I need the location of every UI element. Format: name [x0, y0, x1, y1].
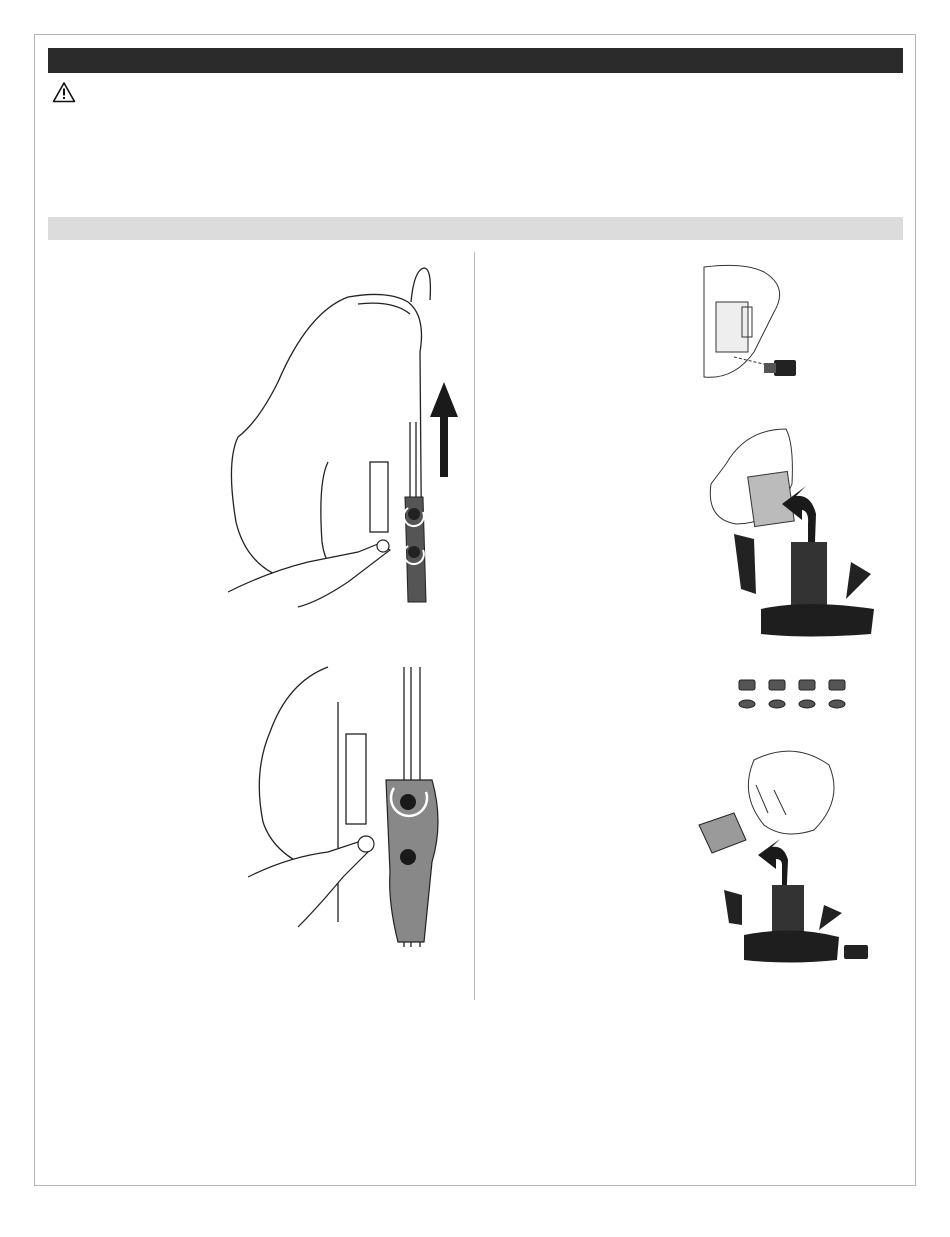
bracket-removal-illustration	[694, 745, 874, 970]
bolt-removal-illustration	[694, 262, 812, 384]
hardware-loosen-illustration	[248, 662, 448, 947]
section-bar	[48, 217, 903, 240]
column-divider	[474, 252, 475, 1000]
backrest-slide-up-illustration	[228, 262, 464, 612]
nuts-washers-illustration	[736, 676, 852, 714]
backrest-lift-off-illustration	[706, 424, 874, 639]
title-bar	[48, 48, 903, 73]
warning-triangle-icon	[52, 81, 76, 103]
